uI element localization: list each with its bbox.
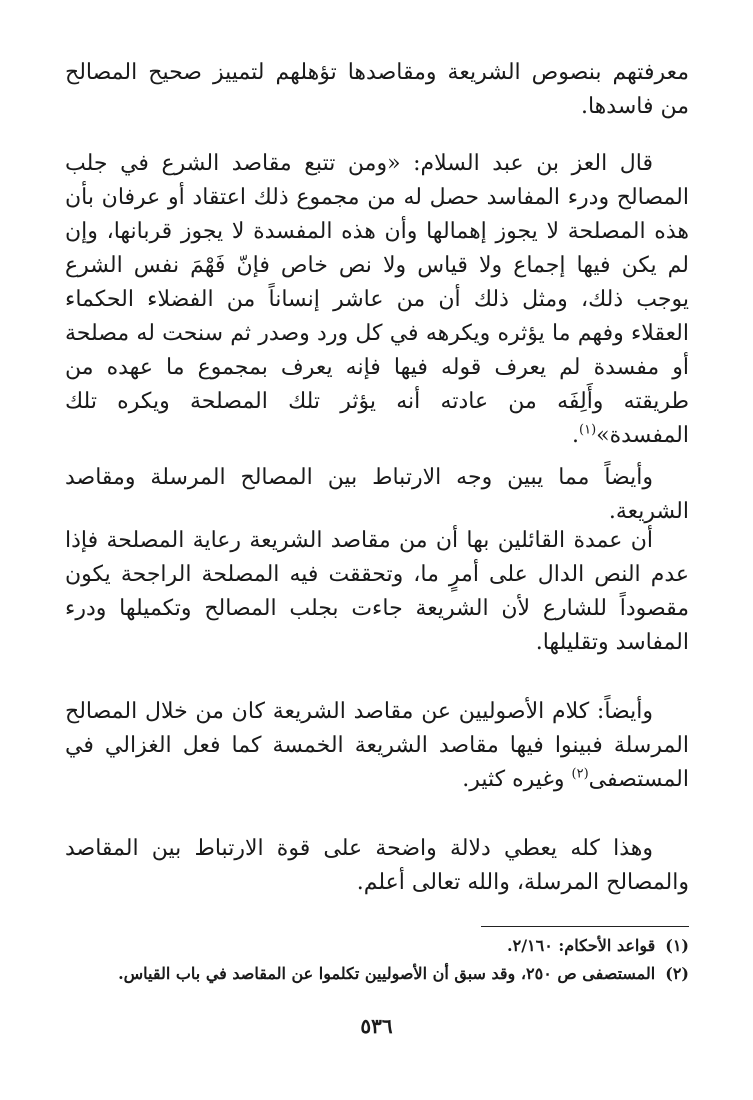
paragraph-6 xyxy=(65,832,689,900)
paragraph-2-quote xyxy=(65,147,689,453)
paragraph-5 xyxy=(65,695,689,797)
footnote-ref-1[interactable]: (١) xyxy=(579,422,597,438)
footnote-ref-2[interactable]: (٢) xyxy=(571,766,589,782)
paragraph-5-text: وأيضاً: كلام الأصوليين عن مقاصد الشريعة كان من خلال المصالح المرسلة فبينوا فيها مقاصد الشريعة الخمسة كما فعل الغزالي في المستصفى xyxy=(65,699,689,792)
footnote-divider xyxy=(481,926,689,927)
paragraph-2-text: قال العز بن عبد السلام: «ومن تتبع مقاصد الشرع في جلب المصالح ودرء المفاسد حصل له من مجموع ذلك اعتقاد أو عرفان بأن هذه المصلحة لا يجوز إهمالها وأن هذه المفسدة لا يجوز قربانها، وإن لم يكن فيها إجماع ولا قياس ولا نص خاص فإنّ فَهْمَ نفس الشرع يوجب ذلك، ومثل ذلك أن من عاشر إنساناً من الفضلاء الحكماء العقلاء وفهم ما يؤثره ويكرهه في كل ورد وصدر ثم سنحت له مصلحة أو مفسدة لم يعرف قوله فيها فإنه يعرف بمجموع ما عهده من طريقته وأَلِفَه من عادته أنه يؤثر تلك المصلحة ويكره تلك المفسدة» xyxy=(65,151,689,448)
footnote-1-number: (١) xyxy=(665,936,689,955)
paragraph-1 xyxy=(65,56,689,124)
footnote-2-text: المستصفى ص ٢٥٠، وقد سبق أن الأصوليين تكلموا عن المقاصد في باب القياس. xyxy=(118,964,656,983)
paragraph-1-text: معرفتهم بنصوص الشريعة ومقاصدها تؤهلهم لتمييز صحيح المصالح من فاسدها. xyxy=(65,60,689,119)
paragraph-2-tail: . xyxy=(572,423,580,448)
paragraph-4-text: أن عمدة القائلين بها أن من مقاصد الشريعة رعاية المصلحة فإذا عدم النص الدال على أمرٍ ما، وتحققت فيه المصلحة الراجحة يكون مقصوداً للشارع لأن الشريعة جاءت بجلب المصالح وتكميلها ودرء المفاسد وتقليلها. xyxy=(65,528,689,655)
footnote-2 xyxy=(65,962,689,986)
paragraph-3 xyxy=(65,461,689,529)
paragraph-3-text: وأيضاً مما يبين وجه الارتباط بين المصالح المرسلة ومقاصد الشريعة. xyxy=(65,465,689,524)
paragraph-6-text: وهذا كله يعطي دلالة واضحة على قوة الارتباط بين المقاصد والمصالح المرسلة، والله تعالى أعلم. xyxy=(65,836,689,895)
paragraph-5-tail: وغيره كثير. xyxy=(462,767,572,792)
footnote-2-number: (٢) xyxy=(665,964,689,983)
footnote-1 xyxy=(65,934,689,958)
paragraph-4 xyxy=(65,524,689,660)
footnote-1-text: قواعد الأحكام: ٢/١٦٠. xyxy=(507,936,656,955)
page-number: ٥٣٦ xyxy=(360,1014,393,1038)
